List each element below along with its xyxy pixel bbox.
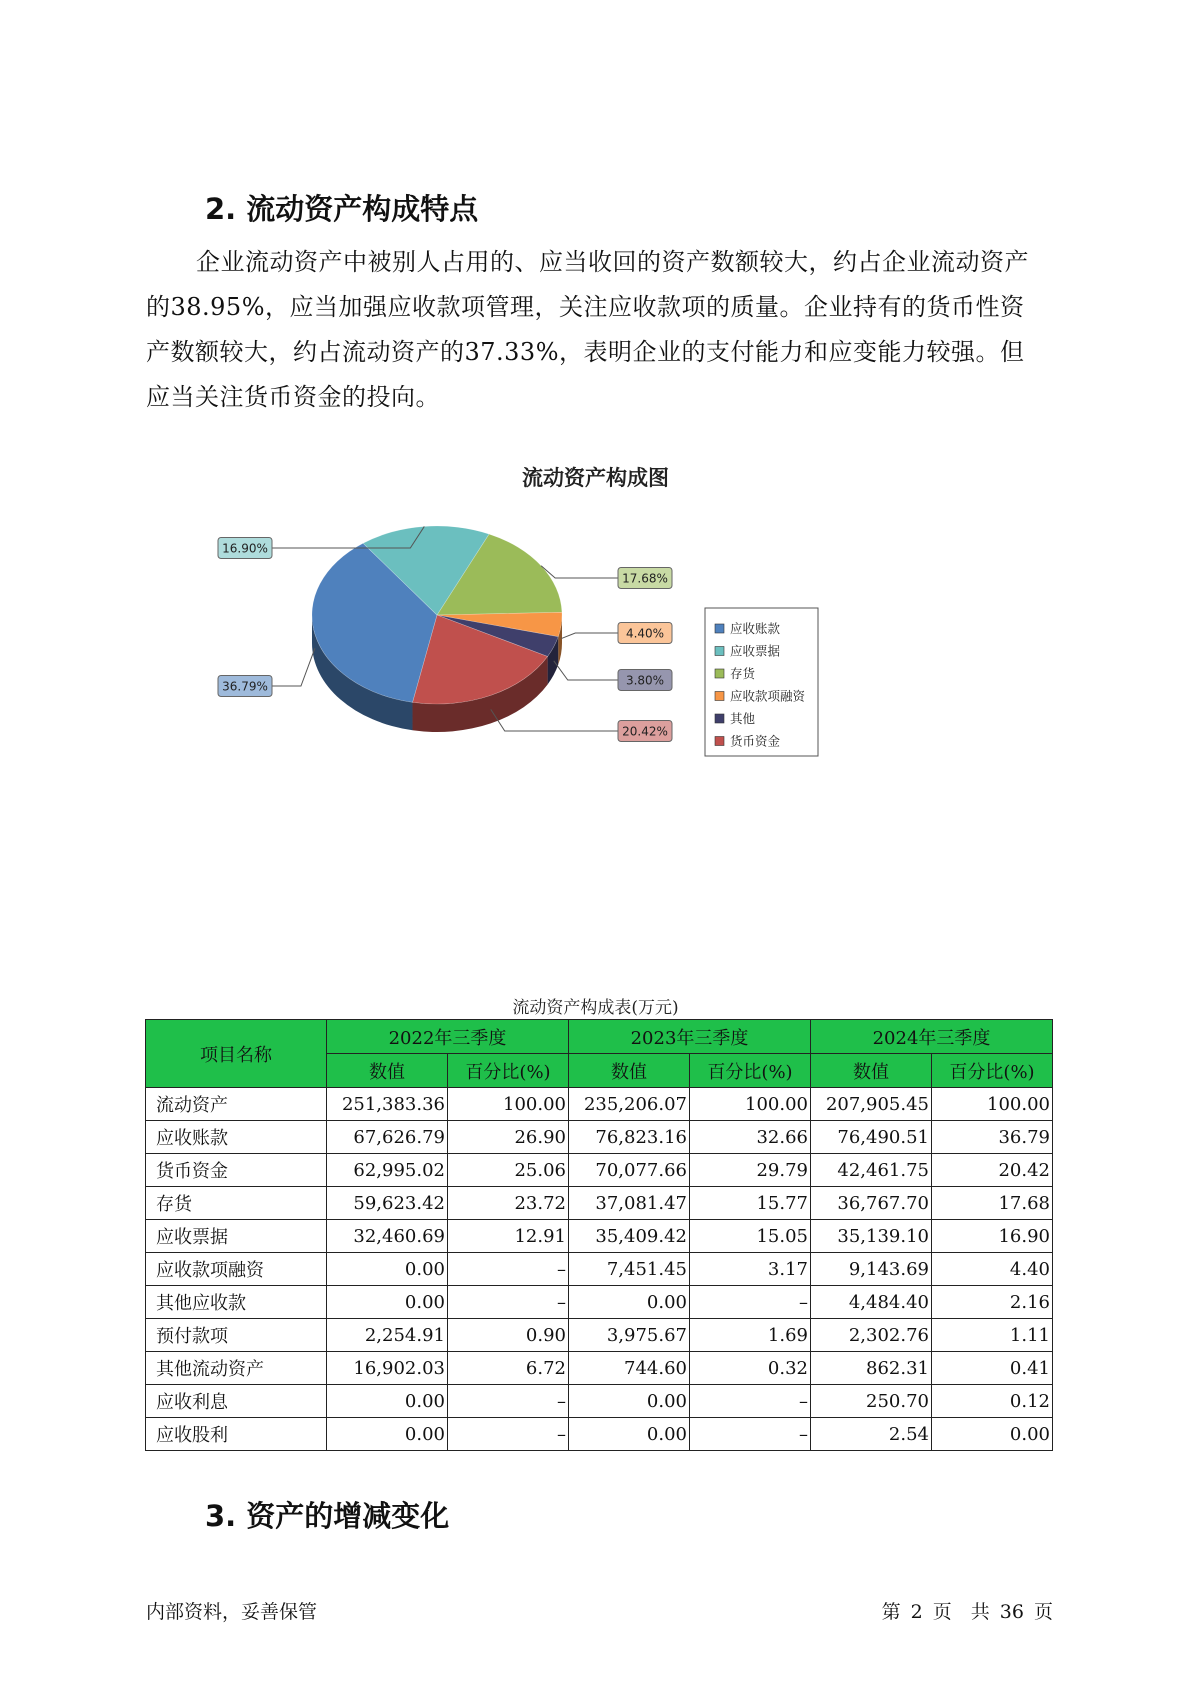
- value-cell: 0.00: [569, 1385, 690, 1418]
- legend-swatch: [715, 714, 724, 723]
- row-label: 应收账款: [146, 1121, 327, 1154]
- value-cell: 4,484.40: [811, 1286, 932, 1319]
- data-label: [618, 623, 672, 644]
- data-label: [618, 568, 672, 589]
- row-label: 存货: [146, 1187, 327, 1220]
- data-label-text: 3.80%: [625, 673, 665, 688]
- percent-cell: –: [690, 1385, 811, 1418]
- table-body: [146, 1088, 1053, 1451]
- chart-legend: [705, 608, 818, 756]
- leader-line: [272, 648, 315, 686]
- value-cell: 0.00: [327, 1385, 448, 1418]
- percent-cell: 100.00: [690, 1088, 811, 1121]
- percent-cell: 23.72: [448, 1187, 569, 1220]
- data-label-text: 17.68%: [622, 571, 668, 586]
- percent-cell: 1.69: [690, 1319, 811, 1352]
- value-cell: 0.00: [569, 1418, 690, 1451]
- percent-cell: –: [448, 1418, 569, 1451]
- percent-cell: 17.68: [932, 1187, 1053, 1220]
- value-cell: 16,902.03: [327, 1352, 448, 1385]
- percent-cell: 36.79: [932, 1121, 1053, 1154]
- percent-cell: –: [448, 1286, 569, 1319]
- paragraph-text: 企业流动资产中被别人占用的、应当收回的资产数额较大，约占企业流动资产的38.95%，应当加强应收款项管理，关注应收款项的质量。企业持有的货币性资产数额较大，约占流动资产的37.33%，表明企业的支付能力和应变能力较强。但应当关注货币资金的投向。: [146, 248, 1029, 411]
- leader-line: [561, 633, 618, 639]
- value-header: 数值: [327, 1054, 448, 1088]
- period-header: 2023年三季度: [569, 1020, 811, 1054]
- percent-cell: 100.00: [932, 1088, 1053, 1121]
- leader-line: [541, 566, 618, 578]
- percent-cell: 0.00: [932, 1418, 1053, 1451]
- value-cell: 235,206.07: [569, 1088, 690, 1121]
- leader-line: [554, 661, 618, 680]
- pie-chart: [0, 0, 1191, 800]
- value-cell: 76,823.16: [569, 1121, 690, 1154]
- value-cell: 7,451.45: [569, 1253, 690, 1286]
- percent-cell: 26.90: [448, 1121, 569, 1154]
- percent-cell: 25.06: [448, 1154, 569, 1187]
- item-name-header: 项目名称: [146, 1020, 327, 1088]
- legend-swatch: [715, 624, 724, 633]
- legend-swatch: [715, 647, 724, 656]
- percent-cell: 0.12: [932, 1385, 1053, 1418]
- value-header: 数值: [811, 1054, 932, 1088]
- legend-swatch: [715, 669, 724, 678]
- value-cell: 862.31: [811, 1352, 932, 1385]
- percent-cell: 0.41: [932, 1352, 1053, 1385]
- value-cell: 3,975.67: [569, 1319, 690, 1352]
- value-cell: 59,623.42: [327, 1187, 448, 1220]
- percent-cell: 15.05: [690, 1220, 811, 1253]
- legend-label: 存货: [730, 666, 756, 681]
- row-label: 应收股利: [146, 1418, 327, 1451]
- value-cell: 42,461.75: [811, 1154, 932, 1187]
- percent-cell: 3.17: [690, 1253, 811, 1286]
- data-label-text: 4.40%: [625, 626, 665, 641]
- legend-label: 应收账款: [730, 621, 781, 636]
- legend-label: 货币资金: [730, 733, 781, 749]
- table-row: [146, 1121, 1053, 1154]
- percent-cell: –: [690, 1286, 811, 1319]
- percent-cell: 0.90: [448, 1319, 569, 1352]
- percent-cell: 20.42: [932, 1154, 1053, 1187]
- data-label-text: 16.90%: [222, 541, 268, 556]
- value-cell: 67,626.79: [327, 1121, 448, 1154]
- row-label: 应收票据: [146, 1220, 327, 1253]
- page-number: 第 2 页 共 36 页: [881, 1601, 1053, 1623]
- value-cell: 0.00: [569, 1286, 690, 1319]
- legend-swatch: [715, 737, 724, 746]
- percent-cell: 32.66: [690, 1121, 811, 1154]
- percent-cell: –: [690, 1418, 811, 1451]
- legend-swatch: [715, 692, 724, 701]
- section-heading: 2. 流动资产构成特点: [205, 192, 479, 226]
- value-cell: 2.54: [811, 1418, 932, 1451]
- legend-label: 其他: [730, 711, 756, 726]
- percent-cell: 12.91: [448, 1220, 569, 1253]
- percent-header: 百分比(%): [690, 1054, 811, 1088]
- table-row: [146, 1088, 1053, 1121]
- percent-cell: 1.11: [932, 1319, 1053, 1352]
- chart-title: 流动资产构成图: [522, 466, 669, 490]
- period-header: 2022年三季度: [327, 1020, 569, 1054]
- value-cell: 0.00: [327, 1286, 448, 1319]
- data-label-text: 20.42%: [622, 724, 668, 739]
- percent-cell: –: [448, 1385, 569, 1418]
- value-cell: 2,302.76: [811, 1319, 932, 1352]
- table-row: [146, 1286, 1053, 1319]
- data-label: [618, 670, 672, 691]
- data-label: [218, 538, 272, 559]
- value-cell: 2,254.91: [327, 1319, 448, 1352]
- row-label: 货币资金: [146, 1154, 327, 1187]
- value-cell: 250.70: [811, 1385, 932, 1418]
- data-label-text: 36.79%: [222, 679, 268, 694]
- value-cell: 35,409.42: [569, 1220, 690, 1253]
- value-cell: 0.00: [327, 1253, 448, 1286]
- legend-label: 应收票据: [730, 643, 781, 659]
- table-row: [146, 1187, 1053, 1220]
- percent-cell: 15.77: [690, 1187, 811, 1220]
- value-cell: 744.60: [569, 1352, 690, 1385]
- section-heading: 3. 资产的增减变化: [205, 1499, 450, 1533]
- percent-cell: 4.40: [932, 1253, 1053, 1286]
- value-cell: 251,383.36: [327, 1088, 448, 1121]
- table-row: [146, 1253, 1053, 1286]
- percent-header: 百分比(%): [448, 1054, 569, 1088]
- percent-cell: 0.32: [690, 1352, 811, 1385]
- value-cell: 0.00: [327, 1418, 448, 1451]
- pie-top: [312, 526, 562, 704]
- table-row: [146, 1154, 1053, 1187]
- value-cell: 32,460.69: [327, 1220, 448, 1253]
- legend-label: 应收款项融资: [730, 688, 806, 704]
- value-cell: 62,995.02: [327, 1154, 448, 1187]
- percent-cell: 29.79: [690, 1154, 811, 1187]
- row-label: 流动资产: [146, 1088, 327, 1121]
- table-row: [146, 1319, 1053, 1352]
- data-label: [218, 676, 272, 697]
- percent-cell: 6.72: [448, 1352, 569, 1385]
- value-cell: 37,081.47: [569, 1187, 690, 1220]
- period-header: 2024年三季度: [811, 1020, 1053, 1054]
- percent-header: 百分比(%): [932, 1054, 1053, 1088]
- percent-cell: 2.16: [932, 1286, 1053, 1319]
- row-label: 其他应收款: [146, 1286, 327, 1319]
- percent-cell: 16.90: [932, 1220, 1053, 1253]
- value-cell: 36,767.70: [811, 1187, 932, 1220]
- current-assets-table: [145, 1019, 1053, 1451]
- value-cell: 207,905.45: [811, 1088, 932, 1121]
- value-cell: 35,139.10: [811, 1220, 932, 1253]
- row-label: 预付款项: [146, 1319, 327, 1352]
- row-label: 应收利息: [146, 1385, 327, 1418]
- value-cell: 9,143.69: [811, 1253, 932, 1286]
- percent-cell: –: [448, 1253, 569, 1286]
- value-cell: 76,490.51: [811, 1121, 932, 1154]
- value-header: 数值: [569, 1054, 690, 1088]
- row-label: 应收款项融资: [146, 1253, 327, 1286]
- data-label: [618, 721, 672, 742]
- row-label: 其他流动资产: [146, 1352, 327, 1385]
- value-cell: 70,077.66: [569, 1154, 690, 1187]
- table-row: [146, 1220, 1053, 1253]
- table-row: [146, 1385, 1053, 1418]
- table-caption: 流动资产构成表(万元): [512, 998, 679, 1018]
- footer-note: 内部资料，妥善保管: [146, 1601, 318, 1623]
- table-row: [146, 1418, 1053, 1451]
- table-row: [146, 1352, 1053, 1385]
- percent-cell: 100.00: [448, 1088, 569, 1121]
